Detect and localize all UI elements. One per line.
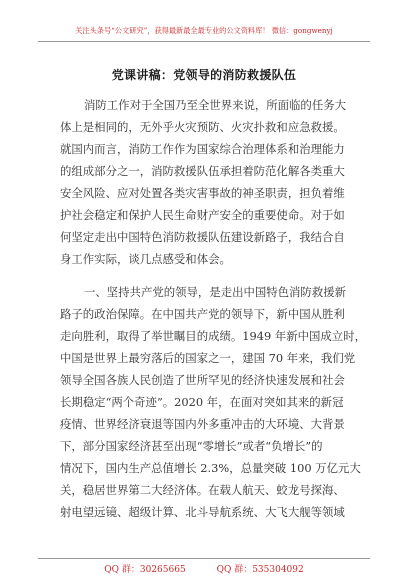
paragraph-line: 一、坚持共产党的领导，是走出中国特色消防救援新 — [84, 285, 346, 299]
paragraph-line: 安全风险、应对处置各类灾害事故的神圣职责，担负着维 — [60, 186, 345, 200]
paragraph-line: 下，部分国家经济甚至出现“零增长”或者“负增长”的 — [60, 439, 323, 453]
paragraph-line: 射电望远镜、超级计算、北斗导航系统、大飞大舰等领域 — [60, 505, 345, 519]
footer — [0, 562, 408, 575]
paragraph-line: 情况下，国内生产总值增长 2.3%，总量突破 100 万亿元大 — [60, 461, 361, 475]
header-divider — [38, 41, 370, 42]
paragraph-line: 消防工作对于全国乃至全世界来说，所面临的任务大 — [84, 98, 346, 112]
paragraph-line: 的组成部分之一，消防救援队伍承担着防范化解各类重大 — [60, 164, 345, 178]
paragraph-line: 护社会稳定和保护人民生命财产安全的重要使命。对于如 — [60, 208, 345, 222]
paragraph-line: 疫情、世界经济衰退等国内外多重冲击的大环境、大背景 — [60, 417, 345, 431]
footer-qq-group-right: QQ 群：535304092 — [216, 565, 304, 575]
paragraph-line: 走向胜利，取得了举世瞩目的成绩。1949 年新中国成立时， — [60, 329, 366, 343]
footer-qq-group-left: QQ 群：30265665 — [104, 565, 186, 575]
paragraph-line: 长期稳定“两个奇迹”。2020 年，在面对突如其来的新冠 — [60, 395, 344, 409]
paragraph-line: 何坚定走出中国特色消防救援队伍建设新路子，我结合自 — [60, 230, 345, 244]
paragraph-line: 体上是相同的，无外乎火灾预防、火灾扑救和应急救援。 — [60, 120, 345, 134]
paragraph-line: 身工作实际，谈几点感受和体会。 — [60, 252, 231, 266]
paragraph-line: 中国是世界上最穷落后的国家之一，建国 70 年来，我们党 — [60, 351, 356, 365]
footer-divider — [38, 558, 370, 559]
paragraph-line: 关，稳居世界第二大经济体。在载人航天、蛟龙号探海、 — [60, 483, 345, 497]
paragraph-line: 就国内而言，消防工作作为国家综合治理体系和治理能力 — [60, 142, 345, 156]
paragraph-line: 领导全国各族人民创造了世所罕见的经济快速发展和社会 — [60, 373, 345, 387]
document-title: 党课讲稿：党领导的消防救援队伍 — [111, 68, 297, 82]
header-note: 关注头条号“公文研究”，获得最新最全最专业的公文资料库！ 微信：gongwenyj — [75, 26, 333, 35]
paragraph-line: 路子的政治保障。在中国共产党的领导下，新中国从胜利 — [60, 307, 345, 321]
